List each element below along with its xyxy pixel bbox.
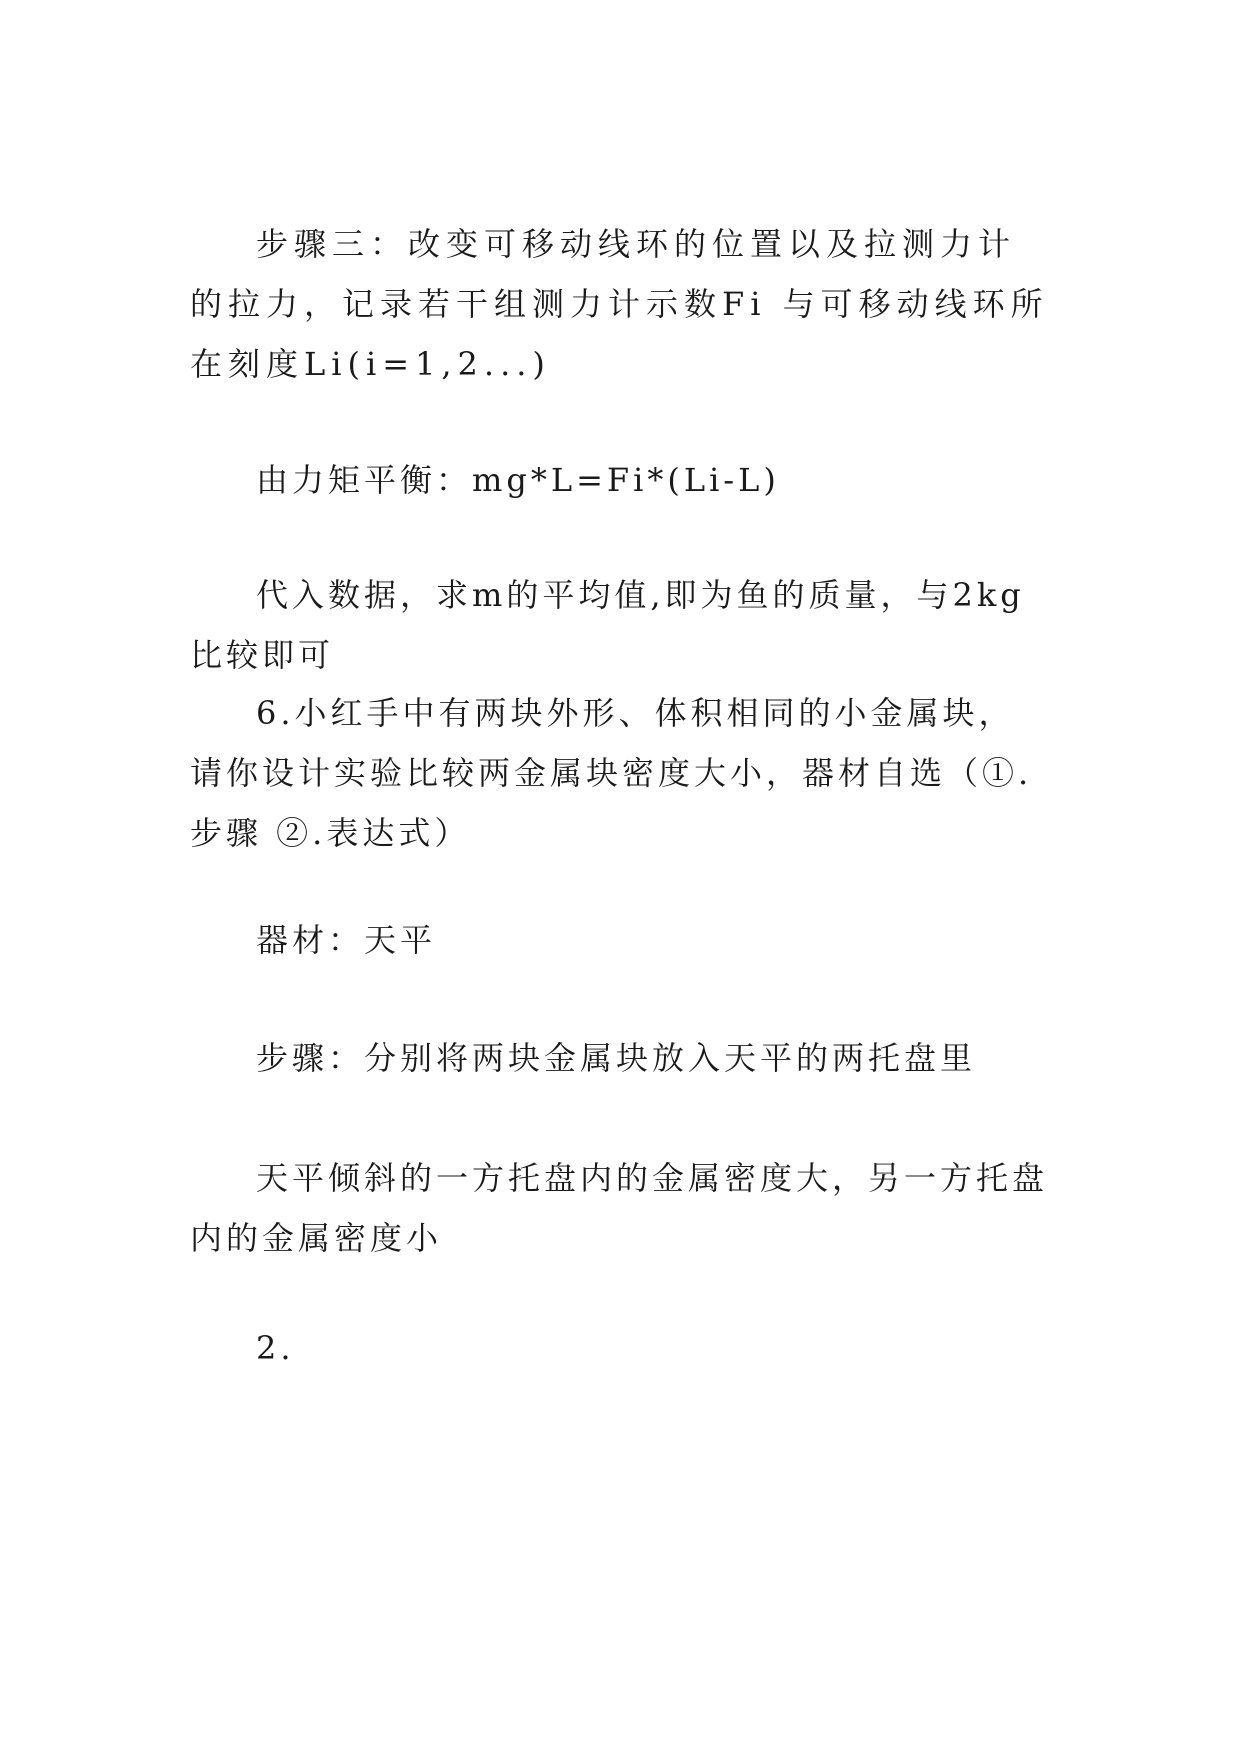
paragraph-step-three: 步骤三：改变可移动线环的位置以及拉测力计的拉力，记录若干组测力计示数Fi 与可移动线环所在刻度Li(i=1,2...): [190, 225, 1049, 383]
paragraph-conclusion: 天平倾斜的一方托盘内的金属密度大，另一方托盘内的金属密度小: [190, 1159, 1049, 1257]
paragraph-question-6: 6.小红手中有两块外形、体积相同的小金属块，请你设计实验比较两金属块密度大小，器材自选（①.步骤 ②.表达式）: [190, 694, 1033, 852]
paragraph-steps: 步骤：分别将两块金属块放入天平的两托盘里: [256, 1039, 977, 1077]
paragraph-substitute-data: 代入数据，求m的平均值,即为鱼的质量，与2kg比较即可: [190, 576, 1025, 674]
paragraph-equipment: 器材：天平: [256, 921, 437, 959]
paragraph-item-2: 2.: [256, 1329, 295, 1367]
paragraph-torque-balance: 由力矩平衡：mg*L=Fi*(Li-L): [256, 461, 780, 499]
